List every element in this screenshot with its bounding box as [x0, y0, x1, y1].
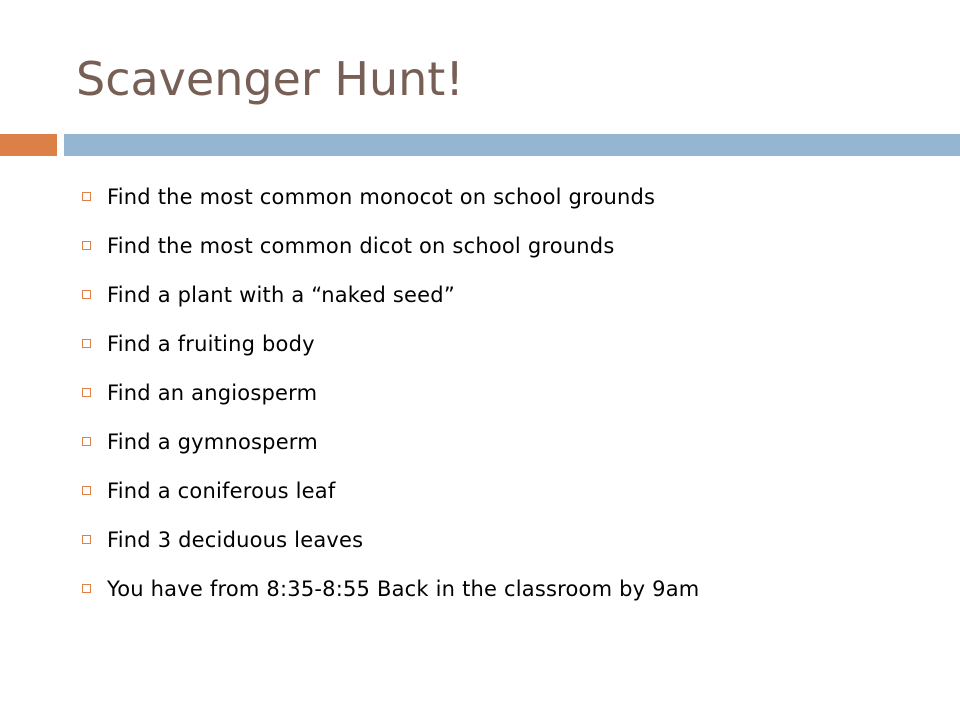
bullet-text: Find the most common dicot on school grounds — [107, 233, 615, 258]
hollow-square-bullet-icon — [82, 241, 91, 250]
bullet-text: Find an angiosperm — [107, 380, 318, 405]
bullet-text: Find a fruiting body — [107, 331, 315, 356]
accent-bar-blue — [64, 134, 960, 156]
hollow-square-bullet-icon — [82, 339, 91, 348]
list-item — [78, 417, 699, 466]
hollow-square-bullet-icon — [82, 437, 91, 446]
bullet-text: You have from 8:35-8:55 Back in the classroom by 9am — [107, 576, 700, 601]
bullet-text: Find a coniferous leaf — [107, 478, 336, 503]
hollow-square-bullet-icon — [82, 486, 91, 495]
list-item — [78, 368, 699, 417]
bullet-text: Find the most common monocot on school grounds — [107, 184, 656, 209]
list-item — [78, 319, 699, 368]
slide-title: Scavenger Hunt! — [76, 52, 464, 106]
hollow-square-bullet-icon — [82, 584, 91, 593]
hollow-square-bullet-icon — [82, 290, 91, 299]
hollow-square-bullet-icon — [82, 192, 91, 201]
hollow-square-bullet-icon — [82, 388, 91, 397]
list-item — [78, 172, 699, 221]
list-item — [78, 466, 699, 515]
list-item — [78, 221, 699, 270]
bullet-list — [78, 172, 699, 613]
hollow-square-bullet-icon — [82, 535, 91, 544]
list-item — [78, 515, 699, 564]
bullet-text: Find a plant with a “naked seed” — [107, 282, 455, 307]
list-item — [78, 564, 699, 613]
list-item — [78, 270, 699, 319]
accent-bar-orange — [0, 134, 57, 156]
bullet-text: Find 3 deciduous leaves — [107, 527, 364, 552]
bullet-text: Find a gymnosperm — [107, 429, 318, 454]
